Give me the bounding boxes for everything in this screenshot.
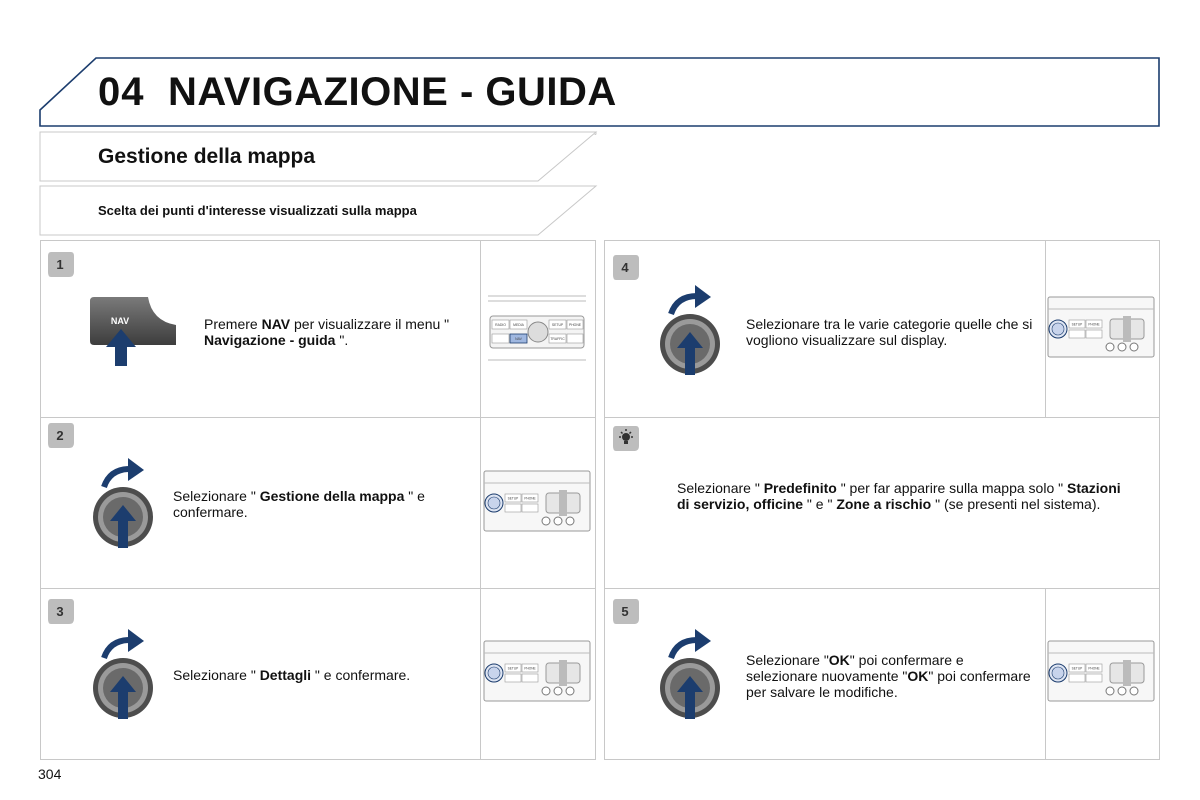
radio-panel-nav-illustration — [486, 292, 588, 366]
radio-key-label: TRAFFIC — [550, 337, 565, 341]
chapter-title: NAVIGAZIONE - GUIDA — [168, 70, 617, 114]
rotary-knob-icon — [657, 628, 727, 720]
step-1-badge-label: 1 — [56, 257, 64, 272]
radio-key-label: MEDIA — [513, 323, 524, 327]
radio-key-label: PHONE — [1088, 322, 1100, 327]
step-1-badge — [47, 250, 75, 278]
step-4-badge-label: 4 — [621, 260, 629, 275]
radio-key-label: SETUP — [507, 666, 519, 671]
radio-key-label: NAV — [515, 337, 522, 341]
step-4-badge — [612, 253, 640, 281]
step-4-text: Selezionare tra le varie categorie quelle che si vogliono visualizzare sul display. — [746, 316, 1033, 348]
radio-panel-illustration — [482, 639, 592, 703]
radio-key-label: PHONE — [568, 323, 582, 327]
radio-key-label: SETUP — [1071, 322, 1083, 327]
section-title: Gestione della mappa — [98, 145, 316, 168]
rotary-knob-icon — [90, 628, 160, 720]
step-3-text: Selezionare " Dettagli " e confermare. — [173, 667, 411, 683]
rotary-knob-icon — [90, 457, 160, 549]
radio-panel-illustration — [482, 469, 592, 533]
nav-button-icon — [88, 295, 180, 367]
radio-key-label: SETUP — [1071, 666, 1083, 671]
rotary-knob-icon — [657, 284, 727, 376]
section-subtitle: Scelta dei punti d'interesse visualizzati sulla mappa — [98, 203, 417, 218]
step-3-badge-label: 3 — [56, 604, 64, 619]
step-2-text: Selezionare " Gestione della mappa " e confermare. — [173, 488, 425, 520]
step-2-badge — [47, 421, 75, 449]
page-number: 304 — [38, 766, 62, 782]
radio-key-label: RADIO — [495, 323, 506, 327]
radio-key-label: PHONE — [524, 496, 536, 501]
step-3-badge — [47, 597, 75, 625]
nav-button-label: NAV — [110, 316, 130, 326]
radio-key-label: SETUP — [551, 323, 564, 327]
step-2-badge-label: 2 — [56, 428, 64, 443]
step-5-badge-label: 5 — [621, 604, 629, 619]
chapter-number: 04 — [98, 70, 145, 114]
radio-key-label: PHONE — [524, 666, 536, 671]
radio-panel-illustration — [1046, 639, 1156, 703]
step-1-text: Premere NAV per visualizzare il menu " Navigazione - guida ". — [204, 316, 450, 348]
step-5-text: Selezionare "OK" poi confermare e selezionare nuovamente "OK" poi confermare per salvare le modifiche. — [746, 652, 1031, 700]
tip-text: Selezionare " Predefinito " per far apparire sulla mappa solo " Stazioni di servizio, officine " e " Zone a rischio " (se presenti nel sistema). — [677, 480, 1121, 512]
radio-key-label: PHONE — [1088, 666, 1100, 671]
radio-panel-illustration — [1046, 295, 1156, 359]
lightbulb-icon — [612, 424, 640, 452]
step-5-badge — [612, 597, 640, 625]
radio-key-label: SETUP — [507, 496, 519, 501]
